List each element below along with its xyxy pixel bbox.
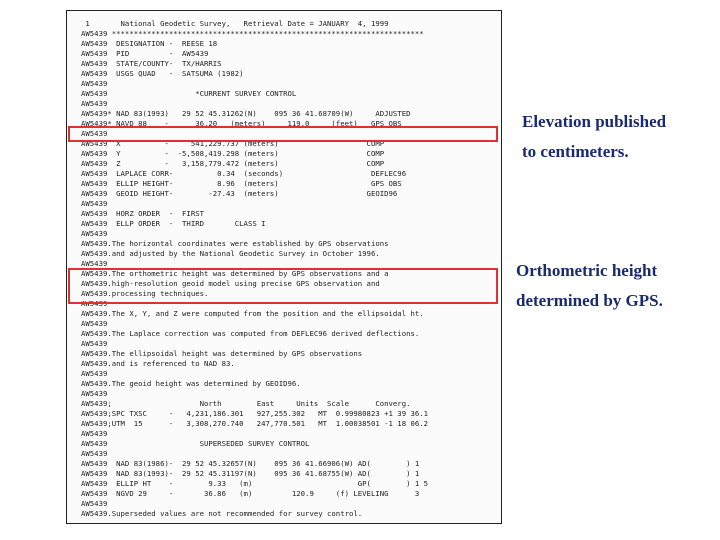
elevation-annotation-line-2: to centimeters. — [522, 142, 629, 161]
datasheet-line: AW5439.The orthometric height was determined by GPS observations and a — [81, 269, 389, 278]
datasheet-line: AW5439 LAPLACE CORR- 0.34 (seconds) DEFLEC96 — [81, 169, 407, 178]
elevation-annotation-line-1: Elevation published — [522, 112, 667, 131]
datasheet-line: AW5439 — [81, 339, 108, 348]
datasheet-line: AW5439 HORZ ORDER - FIRST — [81, 209, 205, 218]
datasheet-line: AW5439 *CURRENT SURVEY CONTROL — [81, 89, 297, 98]
datasheet-line: AW5439.The Laplace correction was computed from DEFLEC96 derived deflections. — [81, 329, 420, 338]
datasheet-line: 1 National Geodetic Survey, Retrieval Date = JANUARY 4, 1999 — [81, 19, 389, 28]
datasheet-line: AW5439.and adjusted by the National Geodetic Survey in October 1996. — [81, 249, 380, 258]
datasheet-line: AW5439.The geoid height was determined by GEOID96. — [81, 379, 301, 388]
datasheet-line: AW5439 NAD 83(1986)- 29 52 45.32657(N) 095 36 41.66906(W) AD( ) 1 — [81, 459, 420, 468]
datasheet-line: AW5439 — [81, 99, 108, 108]
datasheet-line: AW5439 — [81, 449, 108, 458]
navd88-highlight-box — [68, 126, 498, 142]
datasheet-line: AW5439.The horizontal coordinates were established by GPS observations — [81, 239, 389, 248]
datasheet-line: AW5439 X - 541,229.737 (meters) COMP — [81, 139, 385, 148]
datasheet-line: AW5439 STATE/COUNTY- TX/HARRIS — [81, 59, 222, 68]
datasheet-line: AW5439 ELLIP HEIGHT- 8.96 (meters) GPS OBS — [81, 179, 402, 188]
elevation-annotation — [522, 107, 666, 167]
datasheet-line: AW5439 USGS QUAD - SATSUMA (1982) — [81, 69, 244, 78]
orthometric-annotation — [516, 256, 663, 316]
datasheet-line: AW5439* NAD 83(1993) 29 52 45.31262(N) 095 36 41.68709(W) ADJUSTED — [81, 109, 411, 118]
datasheet-line: AW5439 — [81, 389, 108, 398]
datasheet-line: AW5439 — [81, 369, 108, 378]
datasheet-line: AW5439 Y - -5,508,419.298 (meters) COMP — [81, 149, 385, 158]
datasheet-line: AW5439 NGVD 29 - 36.86 (m) 120.9 (f) LEVELING 3 — [81, 489, 420, 498]
datasheet-line: AW5439 — [81, 259, 108, 268]
datasheet-line: AW5439 — [81, 229, 108, 238]
datasheet-line: AW5439.and is referenced to NAD 83. — [81, 359, 235, 368]
datasheet-line: AW5439 GEOID HEIGHT- -27.43 (meters) GEOID96 — [81, 189, 398, 198]
datasheet-line: AW5439.processing techniques. — [81, 289, 209, 298]
orthometric-note-highlight-box — [68, 268, 498, 304]
datasheet-line: AW5439.The X, Y, and Z were computed from the position and the ellipsoidal ht. — [81, 309, 424, 318]
datasheet-line: AW5439 — [81, 199, 108, 208]
datasheet-line: AW5439 — [81, 499, 108, 508]
datasheet-line: AW5439;SPC TXSC - 4,231,186.301 927,255.302 MT 0.99980823 +1 39 36.1 — [81, 409, 429, 418]
datasheet-line: AW5439 — [81, 299, 108, 308]
datasheet-line: AW5439.The ellipsoidal height was determined by GPS observations — [81, 349, 363, 358]
orthometric-annotation-line-2: determined by GPS. — [516, 291, 663, 310]
datasheet-line: AW5439 — [81, 129, 108, 138]
datasheet-line: AW5439 DESIGNATION - REESE 18 — [81, 39, 218, 48]
datasheet-line: AW5439 — [81, 319, 108, 328]
datasheet-line: AW5439 PID - AW5439 — [81, 49, 209, 58]
datasheet-line: AW5439 Z - 3,158,779.472 (meters) COMP — [81, 159, 385, 168]
datasheet-panel — [66, 10, 502, 524]
datasheet-line: AW5439.Superseded values are not recommended for survey control. — [81, 509, 363, 518]
datasheet-line: AW5439 — [81, 79, 108, 88]
datasheet-line: AW5439 *********************************************************************** — [81, 29, 424, 38]
datasheet-line: AW5439 NAD 83(1993)- 29 52 45.31197(N) 095 36 41.68755(W) AD( ) 1 — [81, 469, 420, 478]
datasheet-line: AW5439 — [81, 429, 108, 438]
datasheet-line: AW5439 ELLIP HT - 9.33 (m) GP( ) 1 5 — [81, 479, 429, 488]
datasheet-line: AW5439.high-resolution geoid model using precise GPS observation and — [81, 279, 380, 288]
datasheet-line: AW5439 ELLP ORDER - THIRD CLASS I — [81, 219, 266, 228]
datasheet-line: AW5439;UTM 15 - 3,308,270.740 247,770.501 MT 1.00038501 -1 18 06.2 — [81, 419, 429, 428]
datasheet-line: AW5439* NAVD 88 - 36.20 (meters) 119.0 (feet) GPS OBS — [81, 119, 402, 128]
datasheet-line: AW5439 SUPERSEDED SURVEY CONTROL — [81, 439, 310, 448]
orthometric-annotation-line-1: Orthometric height — [516, 261, 658, 280]
datasheet-line: AW5439; North East Units Scale Converg. — [81, 399, 411, 408]
